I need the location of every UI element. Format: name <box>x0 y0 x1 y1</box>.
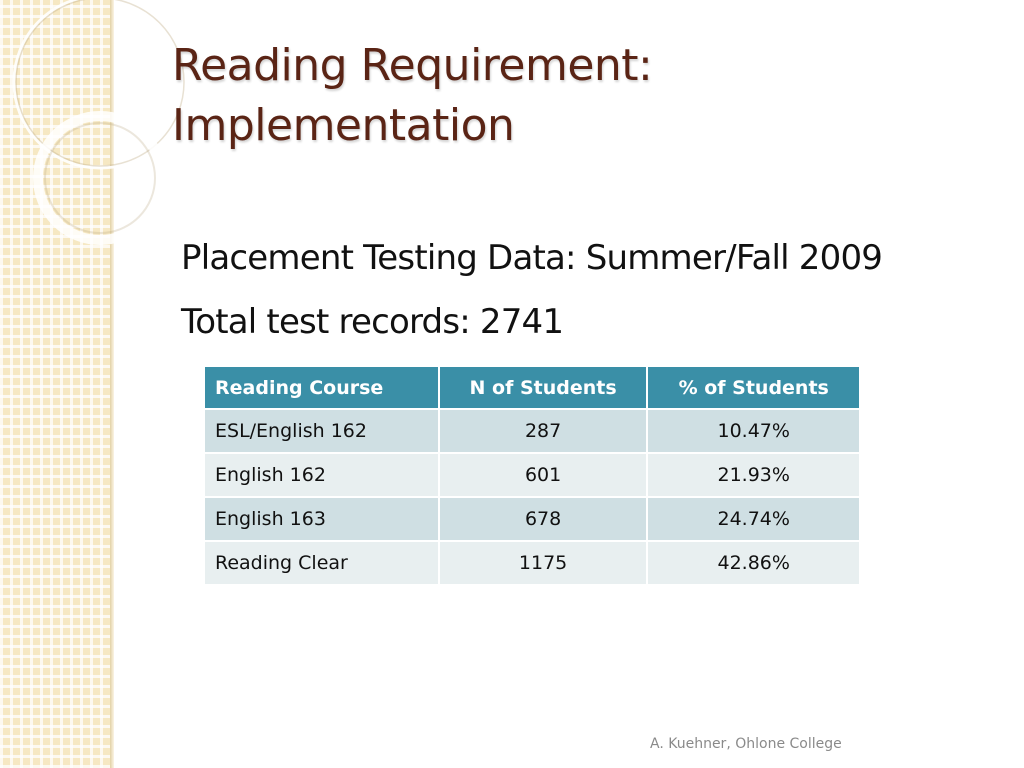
table-cell: 24.74% <box>647 497 860 541</box>
title-line-2: Implementation <box>172 100 515 151</box>
body-text-line-1: Placement Testing Data: Summer/Fall 2009 <box>181 238 883 278</box>
table-cell: 1175 <box>439 541 648 585</box>
table-cell: English 163 <box>204 497 439 541</box>
table-cell: 678 <box>439 497 648 541</box>
table-cell: 42.86% <box>647 541 860 585</box>
column-header: N of Students <box>439 366 648 409</box>
table-row <box>204 497 860 541</box>
table-cell: 21.93% <box>647 453 860 497</box>
table-cell: ESL/English 162 <box>204 409 439 453</box>
body-text-line-2: Total test records: 2741 <box>181 302 564 342</box>
table-row <box>204 541 860 585</box>
decorative-circles <box>0 0 200 260</box>
deco-circle-ring-inner <box>45 123 155 233</box>
table-cell: 601 <box>439 453 648 497</box>
title-line-1: Reading Requirement: <box>172 40 653 91</box>
deco-circle-large-shadow <box>16 0 184 166</box>
table-header-row <box>204 366 860 409</box>
column-header: Reading Course <box>204 366 439 409</box>
column-header: % of Students <box>647 366 860 409</box>
placement-data-table <box>203 365 861 586</box>
footer-credit: A. Kuehner, Ohlone College <box>650 736 842 752</box>
table-cell: 10.47% <box>647 409 860 453</box>
table-cell: English 162 <box>204 453 439 497</box>
table-row <box>204 409 860 453</box>
slide-title <box>172 36 652 156</box>
table-cell: 287 <box>439 409 648 453</box>
table-cell: Reading Clear <box>204 541 439 585</box>
deco-circle-large <box>14 0 186 168</box>
deco-circle-ring <box>38 116 162 240</box>
table-row <box>204 453 860 497</box>
